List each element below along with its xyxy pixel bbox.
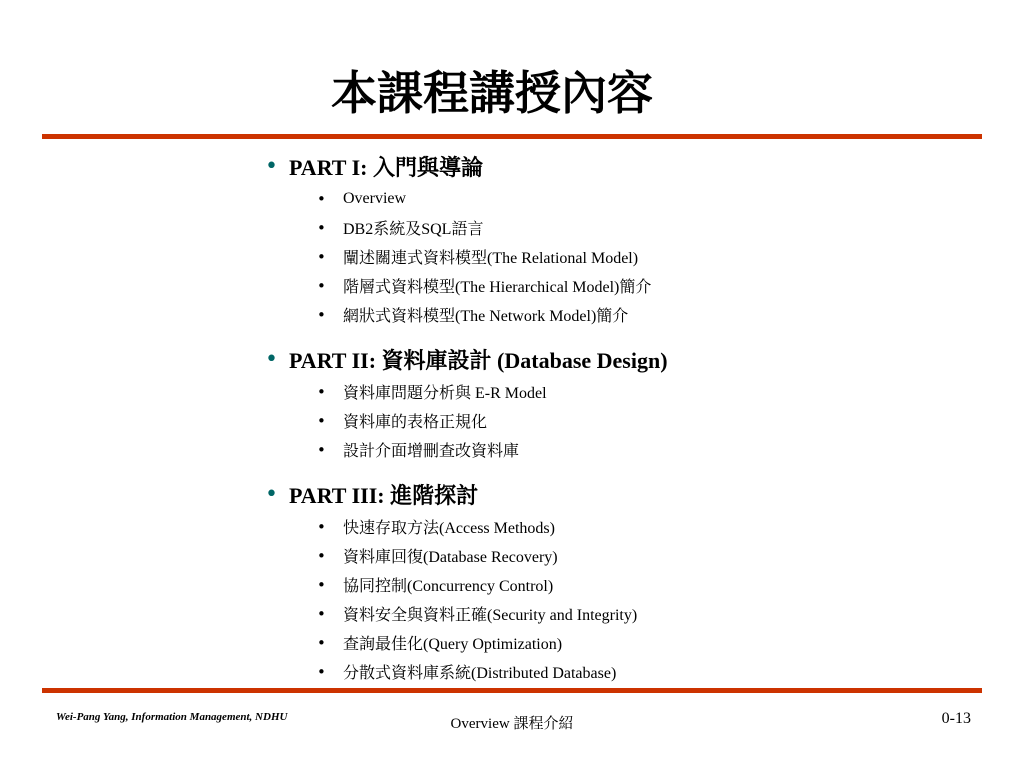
- part-1-section: [265, 148, 825, 329]
- bullet-icon: •: [265, 346, 278, 372]
- list-item: • 協同控制(Concurrency Control): [317, 575, 554, 595]
- list-item: • Overview: [317, 189, 407, 208]
- footer-author: Wei-Pang Yang, Information Management, NDHU: [56, 711, 288, 723]
- list-item: • 階層式資料模型(The Hierarchical Model)簡介: [317, 276, 652, 296]
- slide-number: 0-13: [941, 710, 971, 727]
- list-item: • DB2系統及SQL語言: [317, 218, 484, 238]
- bullet-icon: •: [317, 189, 326, 208]
- part-1-label: PART I:: [289, 154, 368, 180]
- list-item: • 網狀式資料模型(The Network Model)簡介: [317, 305, 629, 325]
- slide-title: 本課程講授內容: [331, 66, 653, 120]
- list-item: • 資料安全與資料正確(Security and Integrity): [317, 604, 638, 624]
- list-item: • 闡述關連式資料模型(The Relational Model): [317, 247, 639, 267]
- part-2-label: PART II:: [289, 347, 377, 373]
- bullet-icon: •: [317, 604, 326, 623]
- list-item: • 分散式資料庫系統(Distributed Database): [317, 662, 617, 682]
- bullet-icon: •: [317, 382, 326, 401]
- list-item: • 資料庫的表格正規化: [317, 411, 488, 431]
- list-item: • 設計介面增刪查改資料庫: [317, 440, 520, 460]
- course-outline: [265, 148, 825, 686]
- list-item: • 資料庫問題分析與 E-R Model: [317, 382, 547, 402]
- part-1-items: [317, 184, 825, 329]
- bullet-icon: •: [317, 517, 326, 536]
- list-item: • 資料庫回復(Database Recovery): [317, 546, 558, 566]
- part-3-items: [317, 512, 825, 686]
- bottom-divider: [42, 688, 982, 693]
- part-1-heading: [265, 148, 825, 184]
- bullet-icon: •: [317, 662, 326, 681]
- part-3-section: [265, 476, 825, 686]
- bullet-icon: •: [317, 276, 326, 295]
- bullet-icon: •: [317, 546, 326, 565]
- bullet-icon: •: [317, 411, 326, 430]
- part-3-title: 進階探討: [390, 483, 479, 509]
- list-item: • 查詢最佳化(Query Optimization): [317, 633, 563, 653]
- part-2-heading: [265, 341, 825, 377]
- part-1-title: 入門與導論: [372, 155, 483, 181]
- bullet-icon: •: [317, 218, 326, 237]
- part-2-section: [265, 341, 825, 464]
- part-2-items: [317, 377, 825, 464]
- bullet-icon: •: [317, 440, 326, 459]
- footer-topic: Overview 課程介紹: [450, 716, 574, 732]
- bullet-icon: •: [317, 305, 326, 324]
- bullet-icon: •: [317, 575, 326, 594]
- bullet-icon: •: [317, 247, 326, 266]
- bullet-icon: •: [265, 153, 278, 179]
- list-item: • 快速存取方法(Access Methods): [317, 517, 555, 537]
- bullet-icon: •: [265, 481, 278, 507]
- part-3-heading: [265, 476, 825, 512]
- part-2-title: 資料庫設計 (Database Design): [381, 347, 668, 373]
- part-3-label: PART III:: [289, 482, 385, 508]
- top-divider: [42, 134, 982, 139]
- bullet-icon: •: [317, 633, 326, 652]
